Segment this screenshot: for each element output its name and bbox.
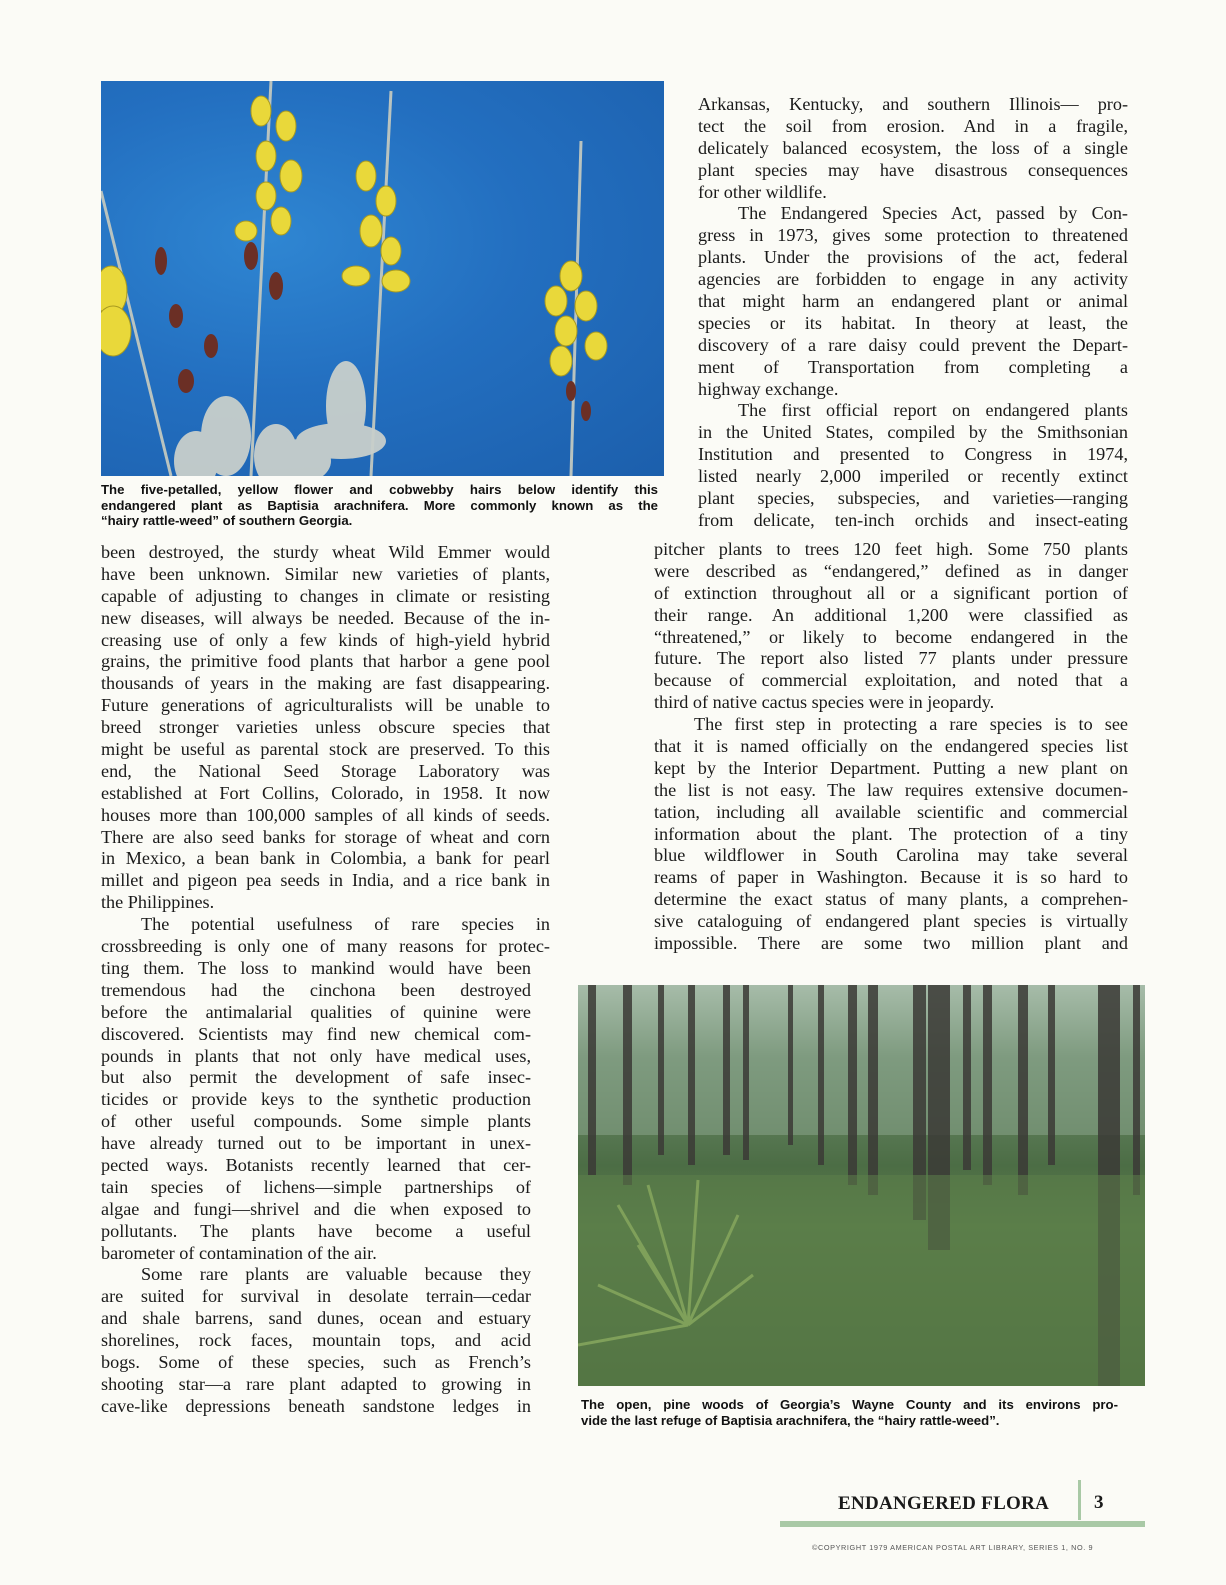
- text-line: were described as “endangered,” defined as in danger: [654, 560, 1128, 581]
- text-line: for other wildlife.: [698, 181, 827, 202]
- text-line: impossible. There are some two million plant and: [654, 933, 1128, 954]
- text-line: third of native cactus species were in jeopardy.: [654, 692, 995, 713]
- text-line: established at Fort Collins, Colorado, in 1958. It now: [101, 782, 550, 803]
- text-line: highway exchange.: [698, 378, 839, 399]
- pine-woods-illustration: [578, 985, 1145, 1386]
- text-line: blue wildflower in South Carolina may take several: [654, 845, 1128, 866]
- text-line: are suited for survival in desolate terrain—cedar: [101, 1286, 531, 1307]
- text-line: algae and fungi—shrivel and die when exposed to: [101, 1198, 531, 1219]
- text-line: There are also seed banks for storage of wheat and corn: [101, 826, 550, 847]
- pine-woods-photo: [578, 985, 1145, 1386]
- text-line: future. The report also listed 77 plants under pressure: [654, 648, 1128, 669]
- footer-divider: [1078, 1480, 1081, 1520]
- text-line: species or its habitat. In theory at least, the: [698, 312, 1128, 333]
- text-line: breed stronger varieties unless obscure species that: [101, 717, 550, 738]
- text-line: Arkansas, Kentucky, and southern Illinois— pro-: [698, 94, 1128, 114]
- text-line: plant species may have disastrous consequences: [698, 159, 1128, 180]
- text-line: plant species, subspecies, and varieties—ranging: [698, 488, 1128, 509]
- text-line: tation, including all available scientific and commercial: [654, 801, 1128, 822]
- text-line: of other useful compounds. Some simple plants: [101, 1111, 531, 1132]
- text-line: barometer of contamination of the air.: [101, 1242, 377, 1263]
- text-line: shorelines, rock faces, mountain tops, and acid: [101, 1330, 531, 1351]
- flower-illustration: [101, 81, 664, 476]
- text-line: crossbreeding is only one of many reasons for protec-: [101, 936, 550, 957]
- text-line: cave-like depressions beneath sandstone ledges in: [101, 1395, 531, 1416]
- text-line: The potential usefulness of rare species in: [141, 914, 550, 935]
- text-line: information about the plant. The protection of a tiny: [654, 823, 1128, 844]
- text-line: millet and pigeon pea seeds in India, and a rice bank in: [101, 870, 550, 891]
- text-line: been destroyed, the sturdy wheat Wild Emmer would: [101, 542, 550, 562]
- text-line: the list is not easy. The law requires extensive documen-: [654, 779, 1128, 800]
- text-line: in the United States, compiled by the Smithsonian: [698, 422, 1128, 443]
- text-line: pollutants. The plants have become a useful: [101, 1220, 531, 1241]
- text-line: have already turned out to be important in unex-: [101, 1133, 531, 1154]
- text-line: that might harm an endangered plant or animal: [698, 291, 1128, 312]
- text-line: in Mexico, a bean bank in Colombia, a bank for pearl: [101, 848, 550, 869]
- text-line: ting them. The loss to mankind would have been: [101, 958, 531, 978]
- text-line: tect the soil from erosion. And in a fragile,: [698, 115, 1128, 136]
- text-line: tain species of lichens—simple partnerships of: [101, 1176, 531, 1197]
- text-line: Future generations of agriculturalists will be unable to: [101, 695, 550, 716]
- text-line: before the antimalarial qualities of quinine were: [101, 1001, 531, 1022]
- text-line: sive cataloguing of endangered plant species is virtually: [654, 911, 1128, 932]
- text-line: ment of Transportation from completing a: [698, 356, 1128, 377]
- caption-line: The five-petalled, yellow flower and cobwebby hairs below identify this: [101, 482, 658, 497]
- text-line: listed nearly 2,000 imperiled or recently extinct: [698, 466, 1128, 487]
- text-line: pected ways. Botanists recently learned that cer-: [101, 1155, 531, 1176]
- copyright-notice: ©COPYRIGHT 1979 AMERICAN POSTAL ART LIBRARY, SERIES 1, NO. 9: [812, 1543, 1094, 1552]
- text-line: that it is named officially on the endangered species list: [654, 736, 1128, 757]
- text-line: gress in 1973, gives some protection to threatened: [698, 225, 1128, 246]
- text-line: the Philippines.: [101, 892, 215, 913]
- text-line: determine the exact status of many plants, a comprehen-: [654, 889, 1128, 910]
- text-line: pitcher plants to trees 120 feet high. Some 750 plants: [654, 539, 1128, 559]
- text-line: Some rare plants are valuable because they: [141, 1264, 531, 1285]
- text-line: capable of adjusting to changes in climate or resisting: [101, 585, 550, 606]
- text-line: pounds in plants that not only have medical uses,: [101, 1045, 531, 1066]
- flower-photo-caption: [101, 482, 658, 529]
- text-line: plants. Under the provisions of the act, federal: [698, 247, 1128, 268]
- right-column-top-text: [698, 94, 1128, 532]
- publication-title: ENDANGERED FLORA: [838, 1493, 1050, 1514]
- text-line: because of commercial exploitation, and noted that a: [654, 670, 1128, 691]
- text-line: thousands of years in the making are fast disappearing.: [101, 673, 550, 694]
- caption-line: endangered plant as Baptisia arachnifera. More commonly known as the: [101, 497, 658, 513]
- text-line: discovered. Scientists may find new chemical com-: [101, 1023, 531, 1044]
- text-line: grains, the primitive food plants that harbor a gene pool: [101, 651, 550, 672]
- text-line: from delicate, ten-inch orchids and insect-eating: [698, 509, 1128, 530]
- text-line: ticides or provide keys to the synthetic production: [101, 1089, 531, 1110]
- caption-line: “hairy rattle-weed” of southern Georgia.: [101, 513, 353, 528]
- caption-line: vide the last refuge of Baptisia arachnifera, the “hairy rattle-weed”.: [581, 1412, 1000, 1428]
- text-line: but also permit the development of safe insec-: [101, 1067, 531, 1088]
- text-line: tremendous had the cinchona been destroyed: [101, 979, 531, 1000]
- footer-rule: [780, 1521, 1145, 1527]
- text-line: shooting star—a rare plant adapted to growing in: [101, 1373, 531, 1394]
- flower-photo: [101, 81, 664, 476]
- text-line: might be useful as parental stock are preserved. To this: [101, 739, 550, 760]
- caption-line: The open, pine woods of Georgia’s Wayne County and its environs pro-: [581, 1397, 1118, 1412]
- pine-photo-caption: [581, 1397, 1118, 1428]
- text-line: bogs. Some of these species, such as French’s: [101, 1352, 531, 1373]
- text-line: new diseases, will always be needed. Because of the in-: [101, 607, 550, 628]
- text-line: and shale barrens, sand dunes, ocean and estuary: [101, 1308, 531, 1329]
- text-line: reams of paper in Washington. Because it is so hard to: [654, 867, 1128, 888]
- text-line: creasing use of only a few kinds of high-yield hybrid: [101, 629, 550, 650]
- left-column-lower-text: [101, 958, 531, 1418]
- text-line: The first step in protecting a rare species is to see: [694, 714, 1128, 735]
- text-line: their range. An additional 1,200 were classified as: [654, 604, 1128, 625]
- text-line: The Endangered Species Act, passed by Con-: [738, 203, 1128, 224]
- text-line: discovery of a rare daisy could prevent the Depart-: [698, 334, 1128, 355]
- text-line: “threatened,” or likely to become endangered in the: [654, 626, 1128, 647]
- text-line: of extinction throughout all or a significant portion of: [654, 582, 1128, 603]
- text-line: delicately balanced ecosystem, the loss of a single: [698, 137, 1128, 158]
- text-line: The first official report on endangered plants: [738, 400, 1128, 421]
- text-line: houses more than 100,000 samples of all kinds of seeds.: [101, 804, 550, 825]
- left-column-upper-text: [101, 542, 550, 958]
- text-line: have been unknown. Similar new varieties of plants,: [101, 563, 550, 584]
- text-line: kept by the Interior Department. Putting a new plant on: [654, 757, 1128, 778]
- right-column-middle-text: [654, 539, 1128, 955]
- text-line: end, the National Seed Storage Laboratory was: [101, 760, 550, 781]
- text-line: agencies are forbidden to engage in any activity: [698, 269, 1128, 290]
- page-number: 3: [1094, 1492, 1104, 1513]
- text-line: Institution and presented to Congress in 1974,: [698, 444, 1128, 465]
